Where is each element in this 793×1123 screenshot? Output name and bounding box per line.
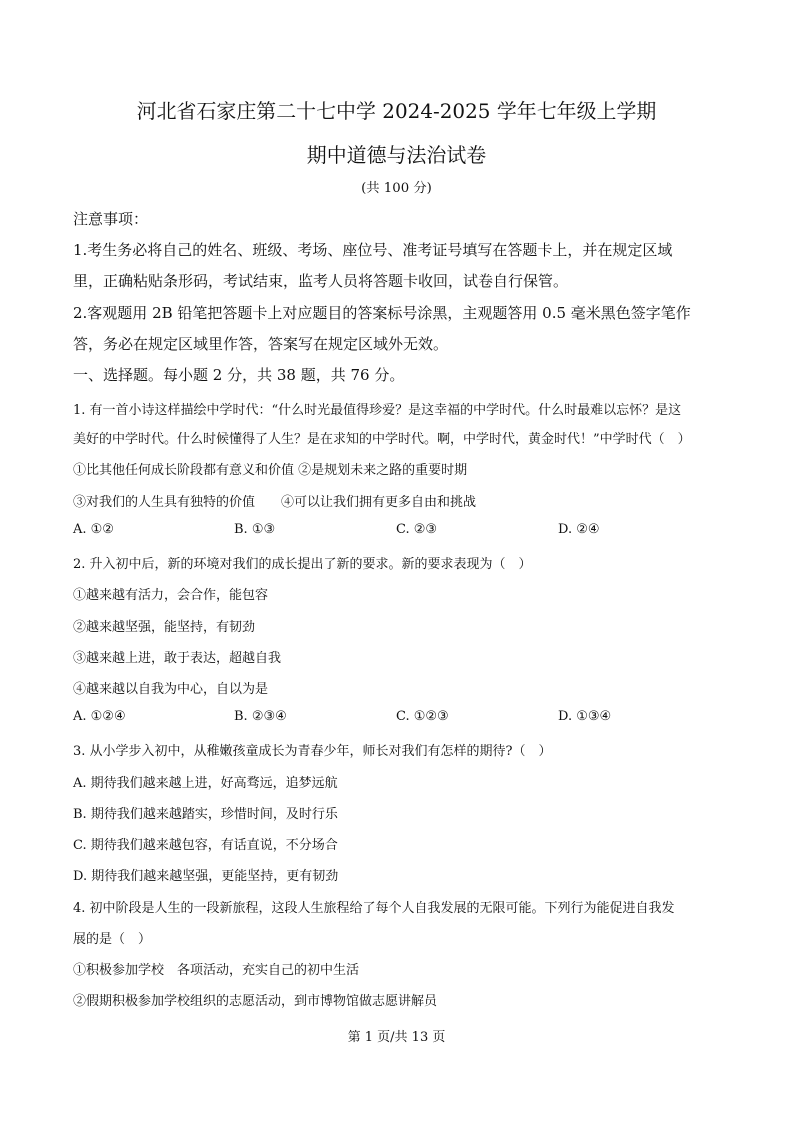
exam-title-line1: 河北省石家庄第二十七中学 2024-2025 学年七年级上学期 — [136, 99, 657, 123]
notice-item1-line1: 1.考生务必将自己的姓名、班级、考场、座位号、准考证号填写在答题卡上，并在规定区域 — [73, 241, 673, 259]
q1-statement-2: ③对我们的人生具有独特的价值 ④可以让我们拥有更多自由和挑战 — [73, 495, 477, 510]
q3-option-c: C. 期待我们越来越包容，有话直说，不分场合 — [73, 838, 338, 853]
q2-statement-4: ④越来越以自我为中心，自以为是 — [73, 682, 269, 697]
q1-option-a: A. ①② — [73, 522, 114, 537]
q2-option-d: D. ①③④ — [558, 709, 612, 724]
total-score: (共 100 分) — [361, 181, 432, 196]
notice-heading: 注意事项： — [73, 210, 149, 228]
q1-statement-1: ①比其他任何成长阶段都有意义和价值 ②是规划未来之路的重要时期 — [73, 463, 468, 478]
exam-title-line2: 期中道德与法治试卷 — [306, 143, 487, 167]
section-heading: 一、选择题。每小题 2 分，共 38 题，共 76 分。 — [73, 366, 405, 384]
q2-stem: 2. 升入初中后，新的环境对我们的成长提出了新的要求。新的要求表现为（ ） — [73, 557, 532, 572]
notice-item1-line2: 里，正确粘贴条形码，考试结束，监考人员将答题卡收回，试卷自行保管。 — [73, 272, 569, 290]
q3-stem: 3. 从小学步入初中，从稚嫩孩童成长为青春少年，师长对我们有怎样的期待?（ ） — [73, 744, 552, 759]
notice-item2-line2: 答，务必在规定区域里作答，答案写在规定区域外无效。 — [73, 335, 449, 353]
q1-option-d: D. ②④ — [558, 522, 600, 537]
q3-option-b: B. 期待我们越来越踏实，珍惜时间，及时行乐 — [73, 807, 338, 822]
q4-statement-1: ①积极参加学校 各项活动，充实自己的初中生活 — [73, 963, 360, 978]
q4-statement-2: ②假期积极参加学校组织的志愿活动，到市博物馆做志愿讲解员 — [73, 994, 438, 1009]
q4-stem-line2: 展的是（ ） — [73, 932, 152, 947]
page-footer: 第 1 页/共 13 页 — [347, 1030, 446, 1045]
q1-option-c: C. ②③ — [396, 522, 438, 537]
notice-item2-line1: 2.客观题用 2B 铅笔把答题卡上对应题目的答案标号涂黑，主观题答用 0.5 毫米黑色签字笔作 — [73, 304, 691, 322]
q2-option-c: C. ①②③ — [396, 709, 449, 724]
q1-stem-line1: 1. 有一首小诗这样描绘中学时代：“什么时光最值得珍爱？是这幸福的中学时代。什么时最难以忘怀？是这 — [73, 403, 682, 418]
q3-option-a: A. 期待我们越来越上进，好高骛远，追梦远航 — [73, 776, 338, 791]
q1-option-b: B. ①③ — [234, 522, 276, 537]
q2-statement-1: ①越来越有活力，会合作，能包容 — [73, 588, 269, 603]
q4-stem-line1: 4. 初中阶段是人生的一段新旅程，这段人生旅程给了每个人自我发展的无限可能。下列行为能促进自我发 — [73, 901, 675, 916]
q2-statement-2: ②越来越坚强，能坚持，有韧劲 — [73, 620, 256, 635]
q3-option-d: D. 期待我们越来越坚强，更能坚持，更有韧劲 — [73, 869, 339, 884]
q2-option-a: A. ①②④ — [73, 709, 126, 724]
q2-option-b: B. ②③④ — [234, 709, 287, 724]
q2-statement-3: ③越来越上进，敢于表达，超越自我 — [73, 651, 282, 666]
q1-stem-line2: 美好的中学时代。什么时候懂得了人生？是在求知的中学时代。啊，中学时代，黄金时代！”中学时代（ ） — [73, 432, 691, 447]
